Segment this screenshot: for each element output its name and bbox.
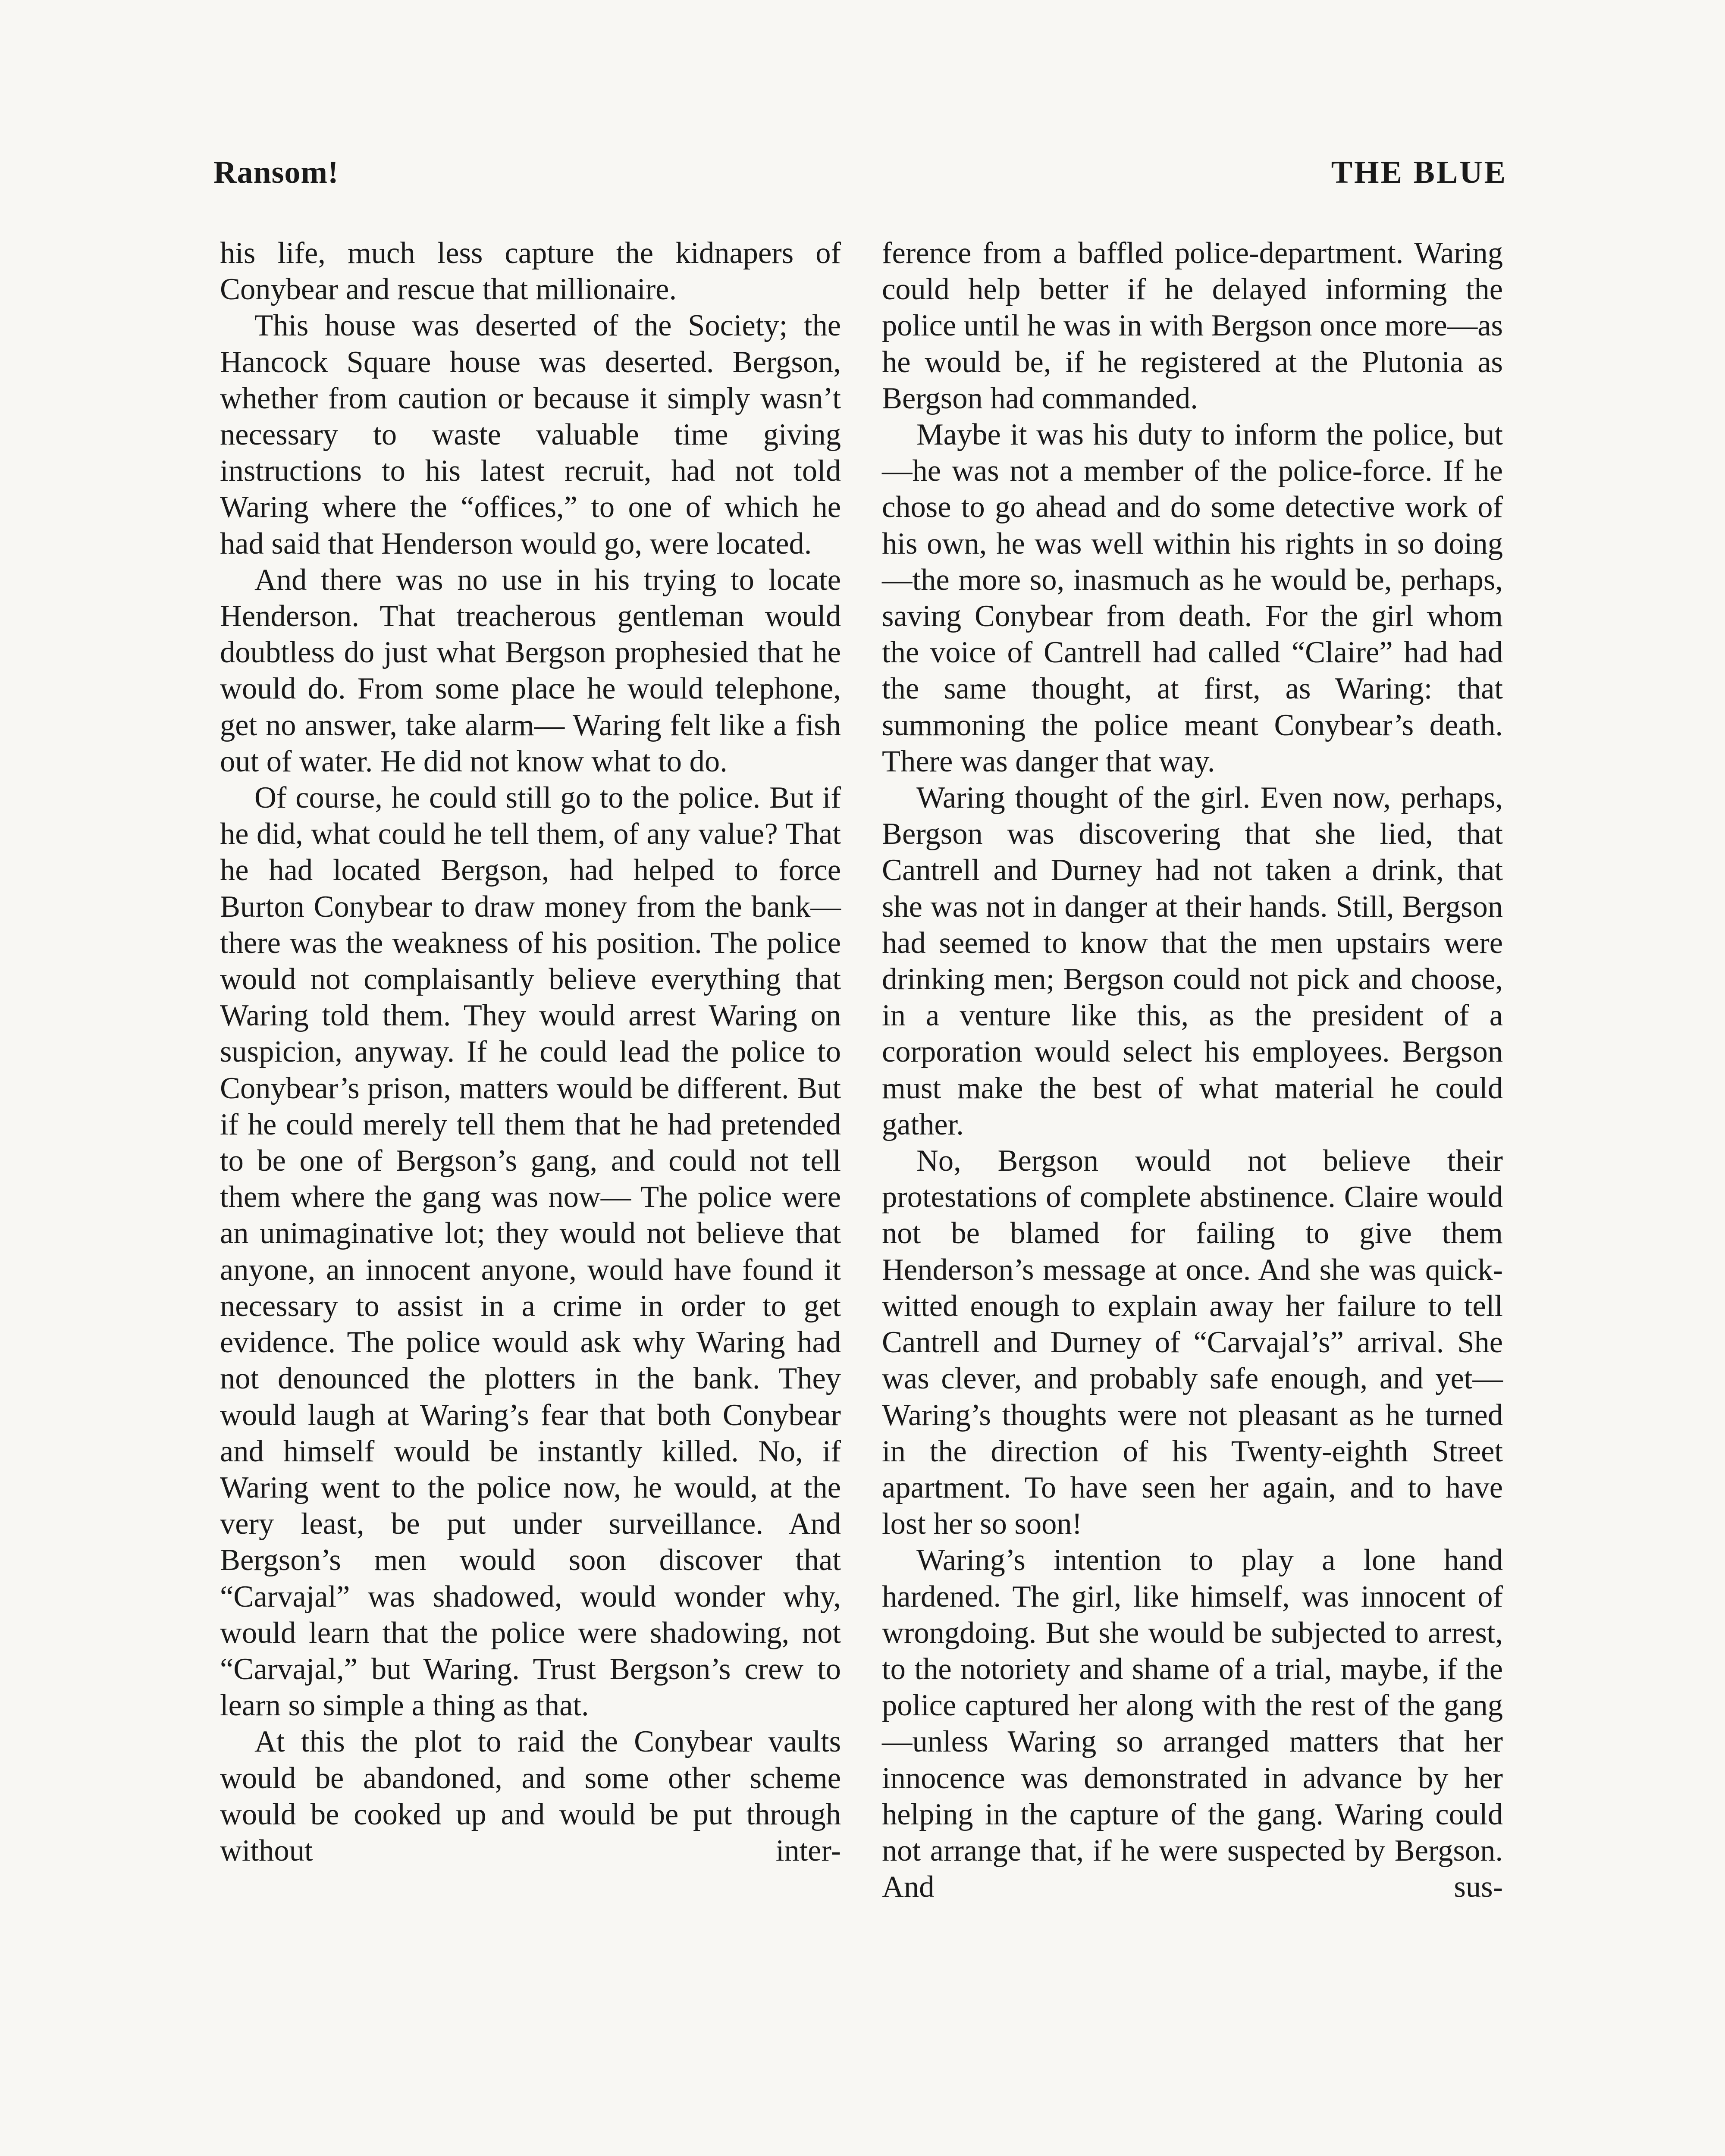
paragraph: At this the plot to raid the Conybear vaults would be abandoned, and some other scheme would be cooked up and would be put through without inter- [220, 1725, 841, 1868]
paragraph: And there was no use in his trying to locate Henderson. That treacherous gentleman would doubtless do just what Bergson prophesied that he would do. From some place he would telephone, get no answer, take alarm— Waring felt like a fish out of water. He did not know what to do. [220, 563, 841, 778]
paragraph: his life, much less capture the kidnapers of Conybear and rescue that millionaire. [220, 236, 841, 307]
story-title: Ransom! [213, 155, 339, 190]
text-column-left [220, 235, 841, 1869]
paragraph: Of course, he could still go to the police. But if he did, what could he tell them, of any value? That he had located Bergson, had helped to force Burton Conybear to draw money from the bank—there was the weakness of his position. The police would not complaisantly believe everything that Waring told them. They would arrest Waring on suspicion, anyway. If he could lead the police to Conybear’s prison, matters would be different. But if he could merely tell them that he had pretended to be one of Bergson’s gang, and could not tell them where the gang was now— The police were an unimaginative lot; they would not believe that anyone, an innocent anyone, would have found it necessary to assist in a crime in order to get evidence. The police would ask why Waring had not denounced the plotters in the bank. They would laugh at Waring’s fear that both Conybear and himself would be instantly killed. No, if Waring went to the police now, he would, at the very least, be put under surveillance. And Bergson’s men would soon discover that “Carvajal” was shadowed, would wonder why, would learn that the police were shadowing, not “Carvajal,” but Waring. Trust Bergson’s crew to learn so simple a thing as that. [220, 781, 841, 1723]
paragraph: No, Bergson would not believe their protestations of complete abstinence. Claire would not be blamed for failing to give them Henderson’s message at once. And she was quick-witted enough to explain away her failure to tell Cantrell and Durney of “Carvajal’s” arrival. She was clever, and probably safe enough, and yet— Waring’s thoughts were not pleasant as he turned in the direction of his Twenty-eighth Street apartment. To have seen her again, and to have lost her so soon! [882, 1144, 1503, 1541]
paragraph: Waring’s intention to play a lone hand hardened. The girl, like himself, was innocent of wrongdoing. But she would be subjected to arrest, to the notoriety and shame of a trial, maybe, if the police captured her along with the rest of the gang—unless Waring so arranged matters that her innocence was demonstrated in advance by her helping in the capture of the gang. Waring could not arrange that, if he were suspected by Bergson. And sus- [882, 1543, 1503, 1904]
running-head [213, 153, 1507, 201]
paragraph: Waring thought of the girl. Even now, perhaps, Bergson was discovering that she lied, that Cantrell and Durney had not taken a drink, that she was not in danger at their hands. Still, Bergson had seemed to know that the men upstairs were drinking men; Bergson could not pick and choose, in a venture like this, as the president of a corporation would select his employees. Bergson must make the best of what material he could gather. [882, 781, 1503, 1141]
magazine-title: THE BLUE [1331, 155, 1507, 190]
paragraph: This house was deserted of the Society; the Hancock Square house was deserted. Bergson, whether from caution or because it simply wasn’t necessary to waste valuable time giving instructions to his latest recruit, had not told Waring where the “offices,” to one of which he had said that Henderson would go, were located. [220, 309, 841, 561]
text-column-right [882, 235, 1503, 1905]
paragraph: Maybe it was his duty to inform the police, but—he was not a member of the police-force. If he chose to go ahead and do some detective work of his own, he was well within his rights in so doing—the more so, inasmuch as he would be, perhaps, saving Conybear from death. For the girl whom the voice of Cantrell had called “Claire” had had the same thought, at first, as Waring: that summoning the police meant Conybear’s death. There was danger that way. [882, 418, 1503, 778]
paragraph: ference from a baffled police-department. Waring could help better if he delayed informing the police until he was in with Bergson once more—as he would be, if he registered at the Plutonia as Bergson had commanded. [882, 236, 1503, 415]
